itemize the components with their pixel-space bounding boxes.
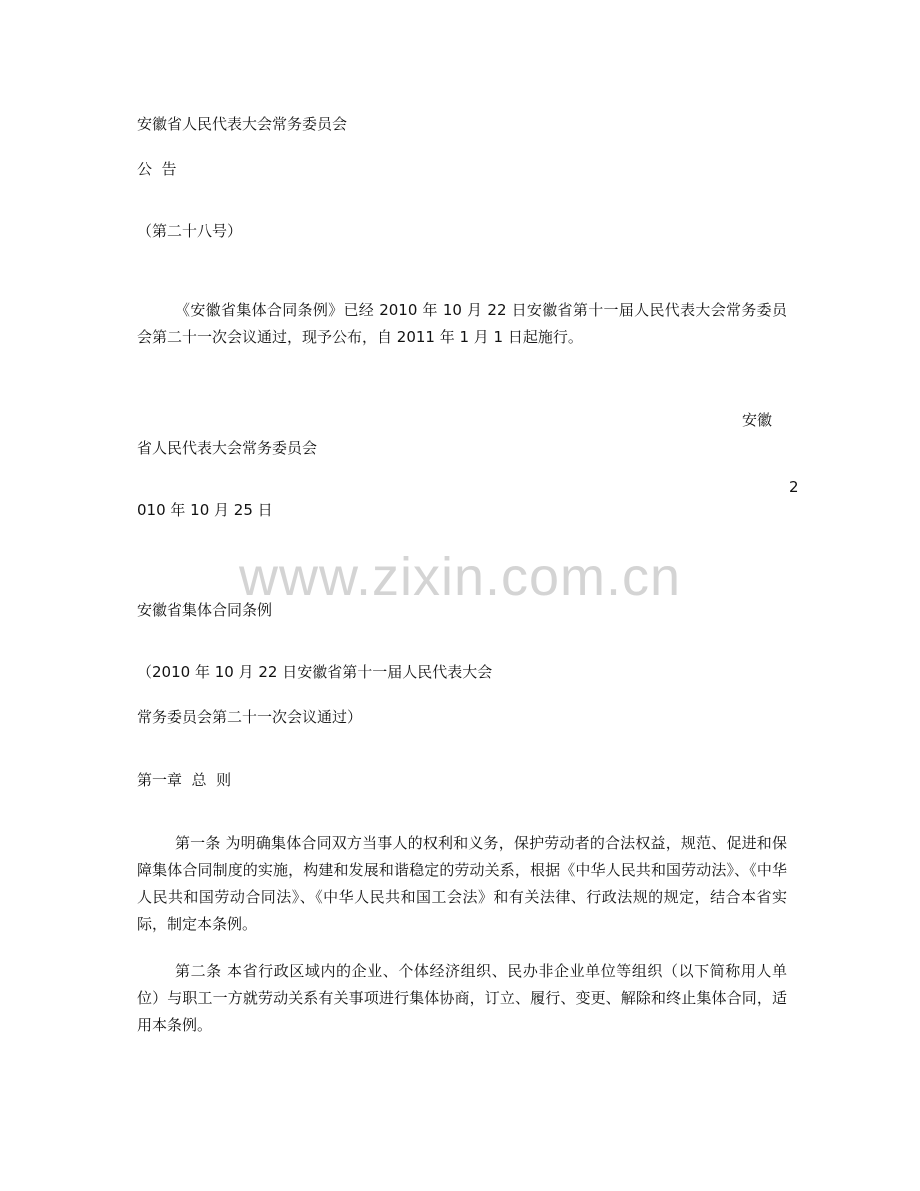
issuer-name: 安徽省人民代表大会常务委员会	[137, 115, 348, 133]
article-2: 第二条 本省行政区域内的企业、个体经济组织、民办非企业单位等组织（以下简称用人单位）与职工一方就劳动关系有关事项进行集体协商，订立、履行、变更、解除和终止集体合同，适用本条例。	[137, 962, 787, 1034]
signature-part2: 省人民代表大会常务委员会	[137, 439, 318, 457]
announcement-body: 《安徽省集体合同条例》已经 2010 年 10 月 22 日安徽省第十一届人民代表大会常务委员会第二十一次会议通过，现予公布，自 2011 年 1 月 1 日起施行。	[137, 301, 787, 346]
regulation-title: 安徽省集体合同条例	[137, 601, 273, 619]
article-1: 第一条 为明确集体合同双方当事人的权利和义务，保护劳动者的合法权益，规范、促进和保障集体合同制度的实施，构建和发展和谐稳定的劳动关系，根据《中华人民共和国劳动法》、《中华人民共和国劳动合同法》、《中华人民共和国工会法》和有关法律、行政法规的规定，结合本省实际，制定本条例。	[137, 834, 787, 933]
date-part1: 2	[789, 478, 799, 496]
adoption-note-line1: （2010 年 10 月 22 日安徽省第十一届人民代表大会	[137, 663, 493, 681]
adoption-note-line2: 常务委员会第二十一次会议通过）	[137, 708, 363, 726]
date-part2: 010 年 10 月 25 日	[137, 501, 273, 519]
watermark: www.zixin.com.cn	[238, 547, 682, 607]
announcement-number: （第二十八号）	[137, 222, 243, 240]
announcement-heading: 公 告	[137, 160, 177, 178]
signature-part1: 安徽	[742, 411, 773, 429]
chapter-heading: 第一章 总 则	[137, 771, 232, 789]
